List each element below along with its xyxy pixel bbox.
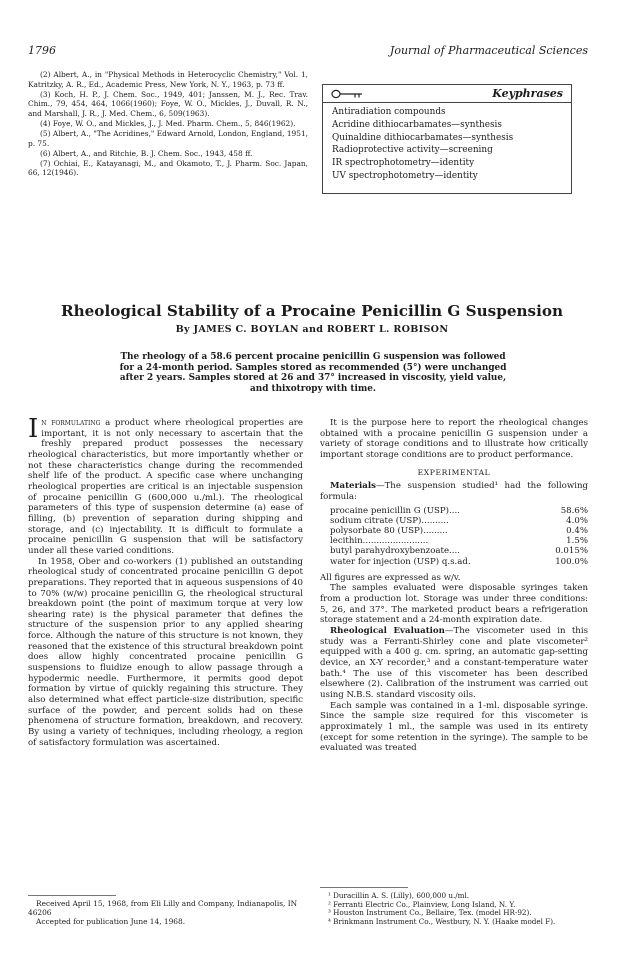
units-note: All figures are expressed as w/v. (320, 572, 461, 583)
keyphrases-header (323, 85, 571, 103)
drop-cap: I (28, 414, 39, 444)
footnotes (320, 880, 588, 926)
article-authors: By JAMES C. BOYLAN and ROBERT L. ROBISON (175, 324, 449, 335)
footnote-rule (28, 895, 116, 896)
keyphrase-item: Radioprotective activity—screening (332, 145, 493, 156)
rheology-paragraph (320, 626, 588, 701)
footnote-rule (320, 887, 408, 888)
accepted-line: Accepted for publication June 14, 1968. (36, 916, 186, 926)
reference-item: (4) Foye, W. O., and Mickles, J., J. Med. Pharm. Chem., 5, 846(1962). (40, 118, 296, 128)
footnote-item: ⁴ Brinkmann Instrument Co., Westbury, N. Y. (Haake model F). (328, 916, 556, 926)
materials-text: —The suspension studied¹ had the following formula: (320, 481, 588, 502)
reference-item: (6) Albert, A., and Ritchie, B. J. Chem. Soc., 1943, 458 ff. (40, 148, 253, 158)
keyphrases-box (322, 84, 572, 194)
formula-row: procaine penicillin G (USP).... 58.6% (330, 505, 588, 516)
footnote-item: ¹ Duracillin A. S. (Lilly), 600,000 u./ml. (328, 891, 470, 900)
materials-paragraph (320, 481, 588, 502)
formula-row: butyl parahydroxybenzoate.... 0.015% (330, 546, 588, 557)
footnote-item: ³ Houston Instrument Co., Bellaire, Tex. (model HR-92). (328, 908, 532, 918)
keyphrase-item: IR spectrophotometry—identity (332, 158, 475, 169)
body-paragraph: In 1958, Ober and co-workers (1) published an outstanding rheological study of concentrated procaine penicillin G depot preparations. They reported that in aqueous suspensions of 40 to 70% (w/w) procaine penicillin G, the rheological structural breakdown point (the point of maximum torque at very low shearing rate) is the physical parameter that defines the structure of the suspension prior to any applied shearing force. Although the nature of this structure is not known, they reasoned that the existence of this structural breakdown point does allow highly concentrated procaine penicillin G suspensions to fluidize enough to allow passage through a hypodermic needle. Furthermore, it permits good depot formation by virtue of quickly regaining this structure. They also determined what effect particle-size distribution, specific surface of the powder, and percent solids had on these phenomena of structure formation, breakdown, and recovery. By using a variety of techniques, including rheology, a region of satisfactory formulation was ascertained. (28, 556, 303, 748)
formula-table (320, 506, 588, 567)
article-abstract: The rheology of a 58.6 percent procaine penicillin G suspension was followed for a 24-month period. Samples stored as recommended (5°) were unchanged after 2 years. Samples stored at 26 and 37° increased in viscosity, yield value, and thixotropy with time. (119, 352, 507, 394)
keyphrases-title: Keyphrases (492, 87, 563, 100)
reference-list (28, 70, 308, 179)
left-column (28, 414, 303, 748)
formula-row: polysorbate 80 (USP)......... 0.4% (330, 526, 588, 536)
keyphrase-list (323, 103, 571, 183)
reference-item: (2) Albert, A., in "Physical Methods in Heterocyclic Chemistry," Vol. 1, Katritzky, A. R., Ed., Academic Press, New York, N. Y., 1963, p. 73 ff. (28, 70, 308, 89)
rheology-text: —The viscometer used in this study was a Ferranti-Shirley cone and plate viscometer² equipped with a 400 g. cm. spring, an automatic gap-setting device, an X-Y recorder,³ and a constant-temperature water bath.⁴ The use of this viscometer has been described elsewhere (2). Calibration of the instrument was carried out using N.B.S. standard viscosity oils. (320, 626, 589, 701)
article-title: Rheological Stability of a Procaine Penicillin G Suspension (60, 302, 564, 320)
intro-text: a product where rheological properties are important, it is not only necessary to ascertain that the freshly prepared product possesses the necessary rheological characteristics, but more importantly whether or not these characteristics change during the recommended shelf life of the product. A specific case where unchanging rheological properties are critical is an injectable suspension of procaine penicillin G (600,000 u./ml.). The rheological parameters of this type of suspension determine (a) ease of filling, (b) prevention of separation during shipping and storage, and (c) injectability. It is difficult to formulate a procaine penicillin G suspension that will be satisfactory under all these varied conditions. (28, 418, 303, 556)
intro-paragraph (28, 414, 303, 557)
reference-item: (5) Albert, A., "The Acridines," Edward Arnold, London, England, 1951, p. 75. (28, 129, 308, 148)
formula-row: water for injection (USP) q.s.ad. 100.0% (330, 556, 588, 567)
reference-item: (3) Koch, H. P., J. Chem. Soc., 1949, 401; Janssen, M. J., Rec. Trav. Chim., 79, 454, 464, 1066(1960); Foye, W. O., Mickles, J., Duvall, R. N., and Marshall, J. R., J. Med. Chem., 6, 509(1963). (28, 89, 308, 118)
formula-row: sodium citrate (USP).......... 4.0% (330, 515, 588, 526)
section-heading: EXPERIMENTAL (417, 467, 491, 477)
lead-smallcaps: n formulating (41, 418, 101, 428)
keyphrase-item: Quinaldine dithiocarbamates—synthesis (332, 132, 514, 143)
key-icon (331, 89, 365, 99)
right-column (320, 418, 588, 754)
footnote-item: ² Ferranti Electric Co., Plainview, Long Island, N. Y. (328, 899, 516, 909)
journal-name: Journal of Pharmaceutical Sciences (389, 44, 588, 57)
formula-row: lecithin........................ 1.5% (330, 536, 588, 547)
keyphrase-item: UV spectrophotometry—identity (332, 170, 478, 181)
keyphrase-item: Antiradiation compounds (332, 107, 446, 117)
page-number: 1796 (28, 44, 56, 57)
rheology-lead: Rheological Evaluation (330, 626, 445, 637)
materials-lead: Materials (330, 481, 376, 492)
sample-handling-paragraph: Each sample was contained in a 1-ml. disposable syringe. Since the sample size required for this viscometer is approximately 1 ml., the sample was used in its entirety (except for some retention in the syringe). The sample to be evaluated was treated (320, 700, 588, 754)
samples-paragraph: The samples evaluated were disposable syringes taken from a production lot. Storage was under three conditions: 5, 26, and 37°. The marketed product bears a refrigeration storage statement and a 24-month expiration date. (320, 583, 588, 626)
received-line: Received April 15, 1968, from Eli Lilly and Company, Indianapolis, IN 46206 (28, 899, 298, 917)
received-note (28, 888, 303, 926)
reference-item: (7) Ochiai, E., Katayanagi, M., and Okamoto, T., J. Pharm. Soc. Japan, 66, 12(1946). (28, 158, 308, 178)
purpose-paragraph: It is the purpose here to report the rheological changes obtained with a procaine penicillin G suspension under a variety of storage conditions and to illustrate how critically important storage conditions are to product performance. (320, 418, 588, 460)
keyphrase-item: Acridine dithiocarbamates—synthesis (332, 119, 502, 130)
